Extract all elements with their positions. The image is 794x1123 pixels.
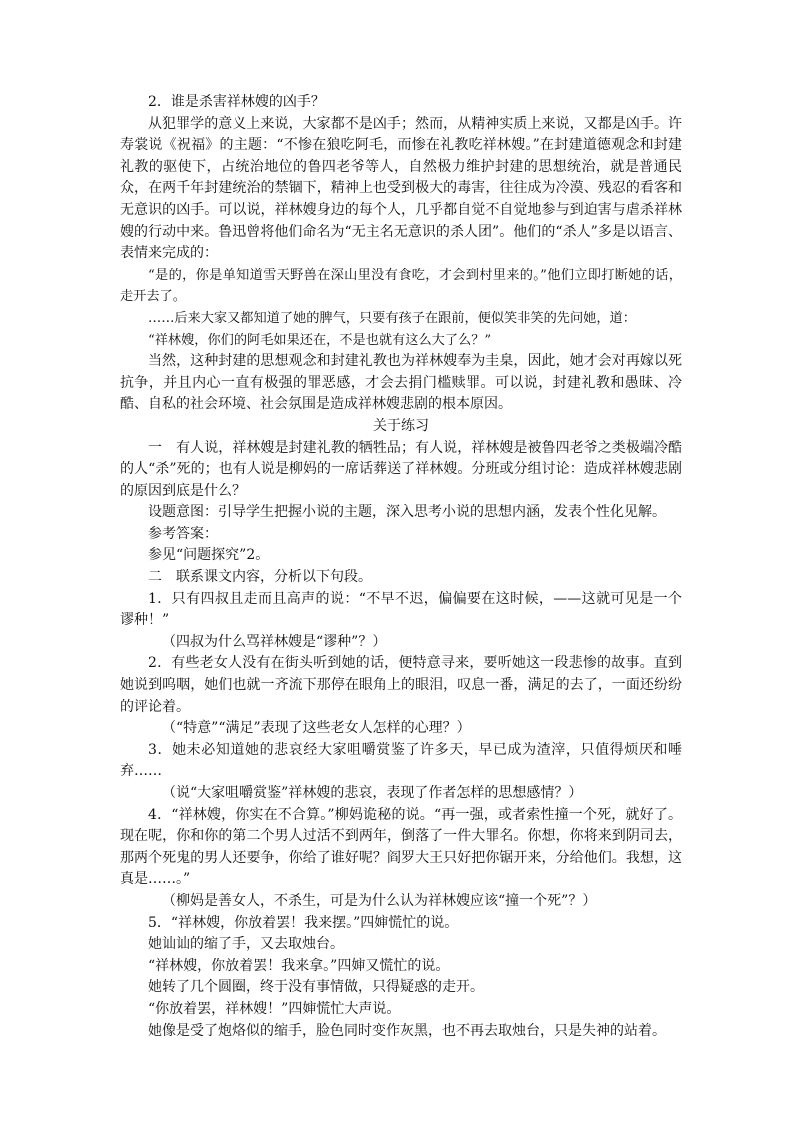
exercise-paragraph: 二 联系课文内容，分析以下句段。 [148,569,372,586]
quote-paragraph: “祥林嫂，你们的阿毛如果还在，不是也就有这么大了么？” [148,332,492,348]
quote-paragraph: “是的，你是单知道雪天野兽在深山里没有食吃，才会到村里来的。”他们立即打断她的话，走开去了。 [120,267,682,305]
excerpt-paragraph: 2．有些老女人没有在街头听到她的话，便特意寻来，要听她这一段悲惨的故事。直到她说到呜咽，她们也就一齐流下那停在眼角上的眼泪，叹息一番，满足的去了，一面还纷纷的评论着。 [120,655,682,715]
analysis-paragraph: 当然，这种封建的思想观念和封建礼教也为祥林嫂奉为圭臬，因此，她才会对再嫁以死抗争，并且内心一直有极强的罪恶感，才会去捐门槛赎罪。可以说，封建礼教和愚昧、冷酷、自私的社会环境、社会氛围是造成祥林嫂悲剧的根本原因。 [120,353,682,413]
document-body [120,92,682,1042]
excerpt-question: （四叔为什么骂祥林嫂是“谬种”？） [162,633,387,650]
excerpt-paragraph: 4．“祥林嫂，你实在不合算。”柳妈诡秘的说。“再一强，或者索性撞一个死，就好了。现在呢，你和你的第二个男人过活不到两年，倒落了一件大罪名。你想，你将来到阴司去，那两个死鬼的男人还要争，你给了谁好呢？阎罗大王只好把你锯开来，分给他们。我想，这真是……。” [120,806,682,888]
heading-question-2: 2．谁是杀害祥林嫂的凶手？ [148,94,325,110]
excerpt-paragraph: 5．“祥林嫂，你放着罢！我来摆。”四婶慌忙的说。 [148,914,459,931]
exercise-paragraph: 一 有人说，祥林嫂是封建礼教的牺牲品；有人说，祥林嫂是被鲁四老爷之类极端冷酷的人“杀”死的；也有人说是柳妈的一席话葬送了祥林嫂。分班或分组讨论：造成祥林嫂悲剧的原因到底是什么？ [120,439,682,499]
excerpt-paragraph: 3．她未必知道她的悲哀经大家咀嚼赏鉴了许多天，早已成为渣滓，只值得烦厌和唾弃…… [120,741,682,780]
excerpt-question: （“特意”“满足”表现了这些老女人怎样的心理？） [162,720,471,737]
answer-text: 参见“问题探究”2。 [148,547,270,564]
design-intent: 设题意图：引导学生把握小说的主题，深入思考小说的思想内涵，发表个性化见解。 [148,504,666,521]
excerpt-question: （柳妈是善女人，不杀生，可是为什么认为祥林嫂应该“撞一个死”？） [162,892,597,909]
excerpt-question: （说“大家咀嚼赏鉴”祥林嫂的悲哀，表现了作者怎样的思想感情？） [162,785,583,801]
quote-paragraph: ……后来大家又都知道了她的脾气，只要有孩子在跟前，便似笑非笑的先问她，道： [148,310,636,326]
analysis-paragraph: 从犯罪学的意义上来说，大家都不是凶手；然而，从精神实质上来说，又都是凶手。许寿裳说《祝福》的主题：“不惨在狼吃阿毛，而惨在礼教吃祥林嫂。”在封建道德观念和封建礼教的驱使下，占统治地位的鲁四老爷等人，自然极力维护封建的思想统治，就是普通民众，在两千年封建统治的禁锢下，精神上也受到极大的毒害，往往成为冷漠、残忍的看客和无意识的凶手。可以说，祥林嫂身边的每个人，几乎都自觉不自觉地参与到迫害与虐杀祥林嫂的行动中来。鲁迅曾将他们命名为“无主名无意识的杀人团”。他们的“杀人”多是以语言、表情来完成的： [120,115,682,262]
section-title: 关于练习 [373,417,429,434]
excerpt-paragraph: 她转了几个圆圈，终于没有事情做，只得疑惑的走开。 [148,979,484,996]
excerpt-paragraph: “你放着罢，祥林嫂！”四婶慌忙大声说。 [148,1000,401,1017]
excerpt-paragraph: “祥林嫂，你放着罢！我来拿。”四婶又慌忙的说。 [148,957,450,974]
excerpt-paragraph: 她像是受了炮烙似的缩手，脸色同时变作灰黑，也不再去取烛台，只是失神的站着。 [148,1022,666,1039]
excerpt-paragraph: 1．只有四叔且走而且高声的说：“不早不迟，偏偏要在这时候，——这就可见是一个谬种！” [120,590,682,629]
answer-label: 参考答案： [148,525,218,542]
excerpt-paragraph: 她讪讪的缩了手，又去取烛台。 [148,936,344,953]
